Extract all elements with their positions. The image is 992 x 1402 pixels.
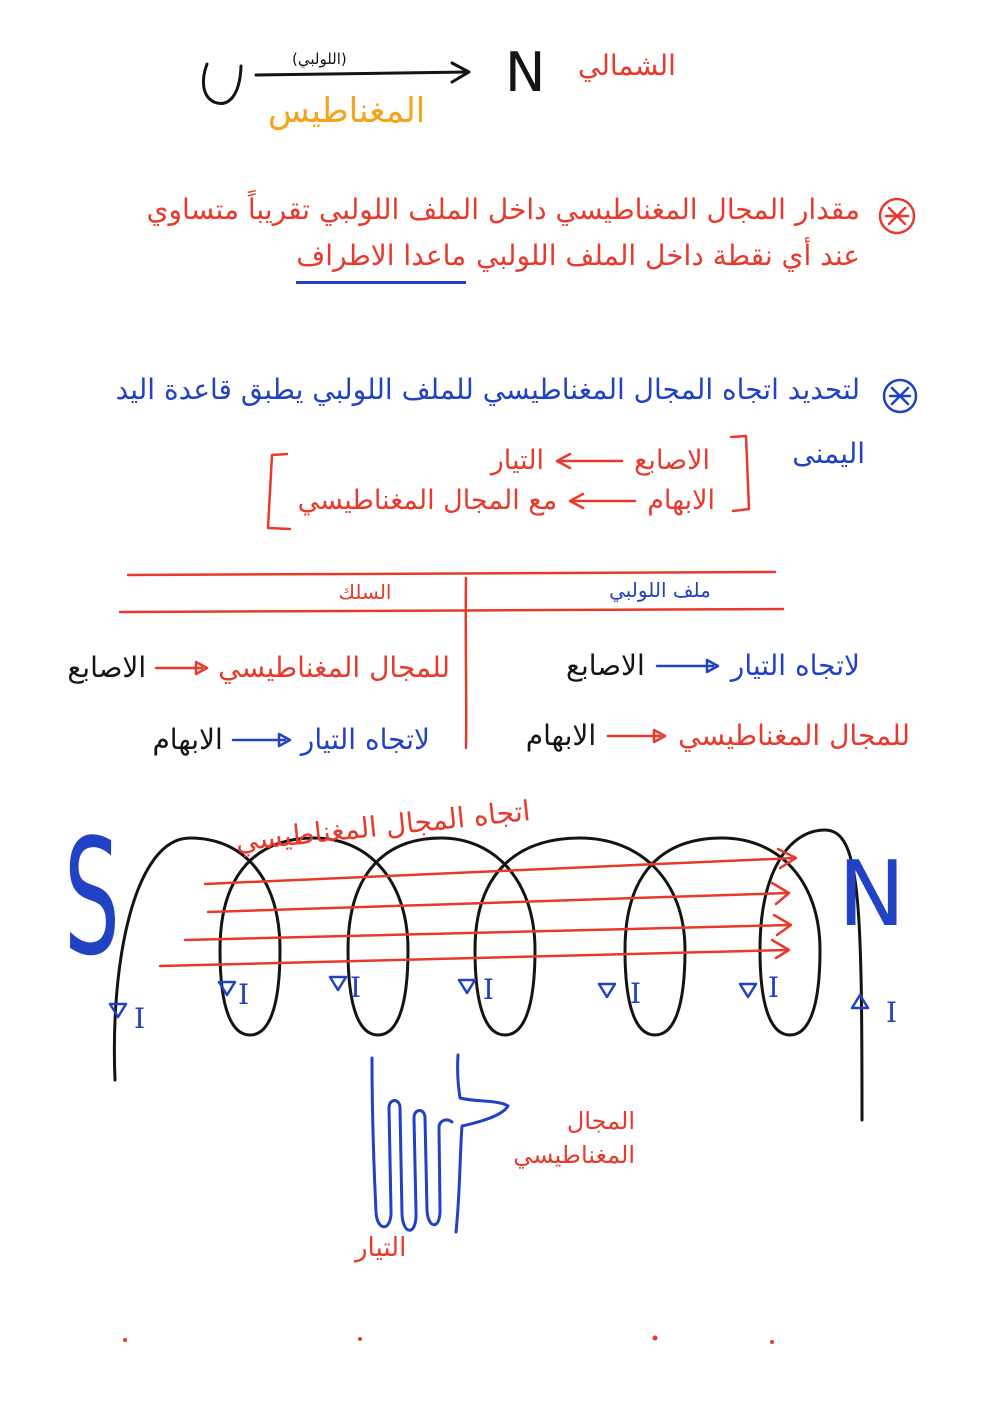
field-line: [185, 925, 790, 940]
rule-part: الاصابع: [634, 445, 710, 476]
row-meaning: للمجال المغناطيسي: [678, 719, 910, 752]
note-1-underlined-text: ماعدا الاطراف: [296, 238, 466, 284]
field-line: [205, 858, 795, 884]
row-meaning: لاتجاه التيار: [300, 723, 430, 756]
row-meaning: لاتجاه التيار: [730, 649, 860, 682]
row-arrow-icon: [606, 726, 668, 746]
table-header-wire: السلك: [338, 580, 392, 604]
rule-row: [491, 444, 710, 478]
current-marker: [599, 977, 641, 1010]
rule-row: [298, 484, 715, 518]
row-part: الاصابع: [566, 649, 645, 682]
row-arrow-icon: [154, 658, 210, 678]
current-marker: [852, 995, 897, 1029]
current-arrow-icon: [330, 977, 346, 990]
note-2-line-1: لتحديد اتجاه المجال المغناطيسي للملف اللولبي يطبق قاعدة اليد: [115, 373, 860, 406]
current-label: I: [483, 973, 495, 1006]
asterisk-bullet-icon: [884, 380, 916, 412]
field-direction-label: اتجاه المجال المغناطيسي: [233, 794, 532, 858]
current-arrow-icon: [110, 1004, 126, 1017]
current-label: I: [350, 971, 362, 1004]
table-column-divider: [466, 578, 467, 748]
row-part: الابهام: [525, 719, 597, 752]
table-header-rule: [120, 609, 783, 612]
note-1-line-2: [296, 238, 860, 284]
north-pole-letter: N: [505, 41, 546, 104]
north-pole-label-diagram: N: [838, 842, 906, 947]
bullet-asterisk: [886, 208, 908, 224]
solenoid-row: [566, 648, 860, 683]
rule-arrow-icon: [567, 491, 637, 511]
current-arrow-icon: [459, 980, 475, 993]
current-marker: [330, 971, 361, 1004]
wire-row: [152, 722, 430, 757]
bullet-asterisk: [890, 388, 910, 404]
row-arrow-icon: [655, 656, 721, 676]
current-arrow-icon: [740, 984, 756, 997]
south-pole-label: S: [64, 804, 120, 991]
hand-current-label: التيار: [355, 1233, 407, 1263]
note-1-line-2-text: عند أي نقطة داخل الملف اللولبي: [476, 239, 860, 272]
rule-arrow-icon: [554, 451, 624, 471]
row-part: الاصابع: [67, 651, 147, 684]
field-line: [208, 893, 788, 912]
partial-letter-stroke: [203, 64, 241, 104]
note-2-line-2: اليمنى: [792, 437, 865, 470]
north-pole-label: الشمالي: [578, 49, 676, 82]
solenoid-row: [526, 718, 910, 753]
note-1-line-1: مقدار المجال المغناطيسي داخل الملف اللولبي تقريباً متساوي: [146, 193, 860, 226]
bracket-right: [731, 436, 749, 511]
current-arrow-icon: [599, 984, 615, 997]
wire-row: [67, 650, 450, 685]
hand-fingers: [372, 1058, 452, 1230]
asterisk-bullet-icon: [880, 199, 914, 233]
rule-meaning: التيار: [490, 445, 545, 476]
row-meaning: للمجال المغناطيسي: [218, 651, 450, 684]
field-line-arrow: [185, 915, 791, 940]
rule-meaning: مع المجال المغناطيسي: [297, 485, 558, 516]
arrow-caption-top: (اللولبي): [292, 50, 347, 68]
table-top-rule: [128, 572, 775, 575]
table-header-solenoid: ملف اللولبي: [609, 578, 711, 602]
arrow-caption-bottom: المغناطيس: [268, 91, 426, 131]
ink-speck: [123, 1338, 127, 1342]
rule-part: الابهام: [647, 485, 715, 516]
current-label: I: [768, 971, 780, 1004]
header-arrow-shaft: [256, 72, 468, 75]
ink-speck: [770, 1340, 774, 1344]
bracket-left: [268, 454, 290, 529]
ink-speck: [653, 1336, 658, 1341]
current-label: I: [238, 978, 250, 1011]
ink-speck: [358, 1337, 362, 1341]
hand-field-label: المجال المغناطيسي: [513, 1107, 635, 1169]
field-line-arrow: [208, 883, 789, 912]
current-label: I: [630, 977, 642, 1010]
current-label: I: [886, 996, 898, 1029]
row-part: الابهام: [152, 723, 223, 756]
header-arrow: [256, 63, 469, 82]
current-label: I: [134, 1002, 146, 1035]
row-arrow-icon: [231, 730, 293, 750]
